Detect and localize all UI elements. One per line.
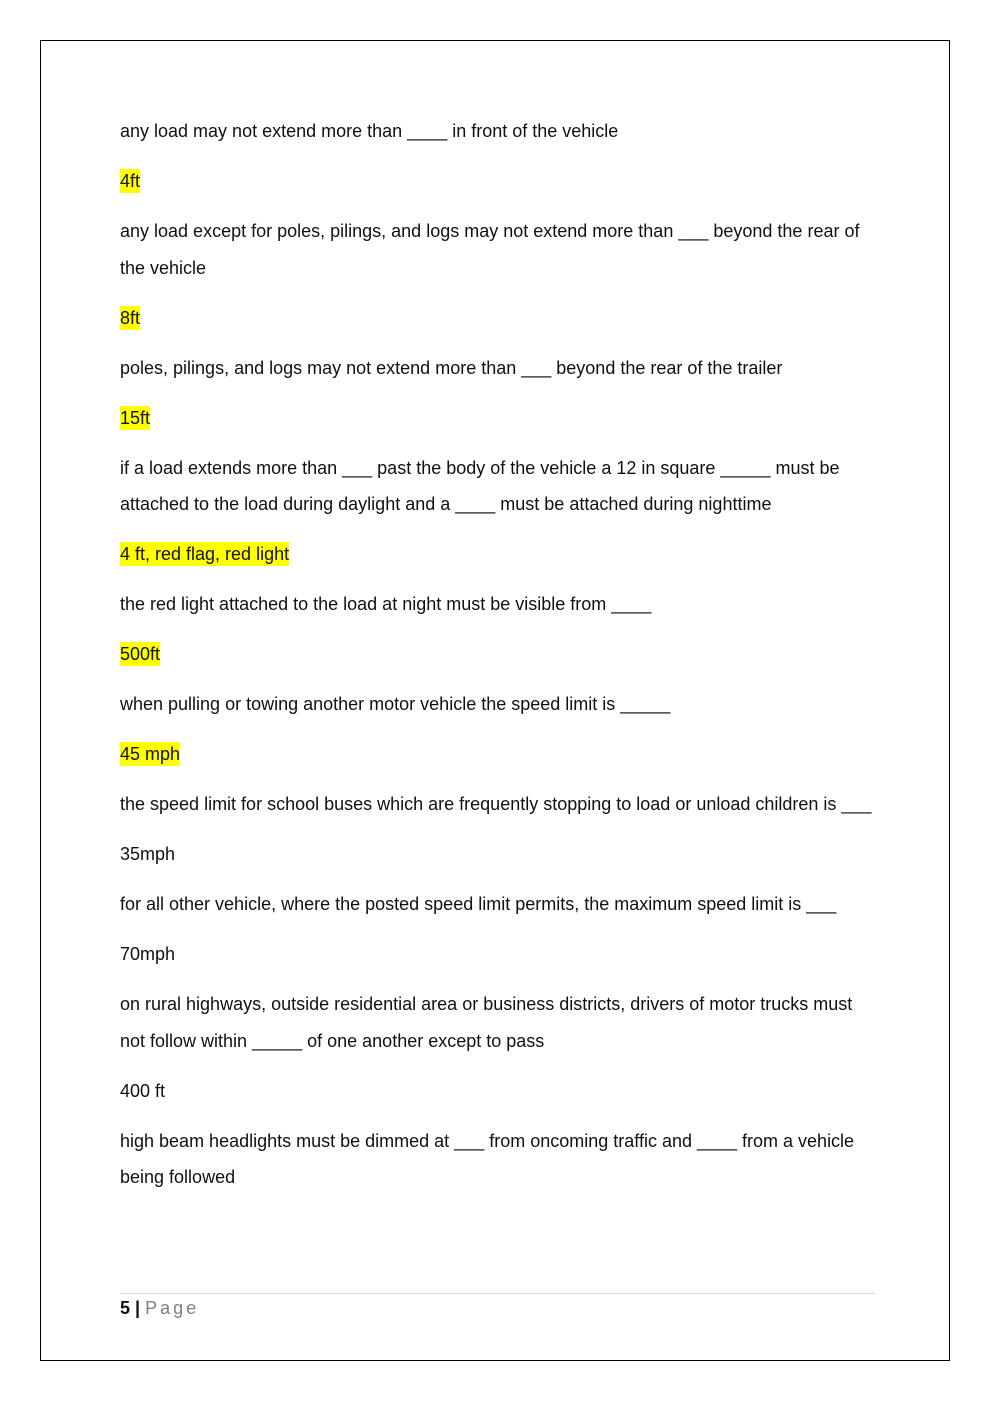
question-9: on rural highways, outside residential area or business districts, drivers of motor trucks must not follow within _____ of one another except to pass (120, 994, 853, 1051)
page-label: Page (145, 1298, 200, 1318)
answer-2 (120, 300, 875, 337)
question-8: for all other vehicle, where the posted speed limit permits, the maximum speed limit is ___ (120, 894, 837, 914)
question-7: the speed limit for school buses which are frequently stopping to load or unload children is ___ (120, 794, 872, 814)
page-footer (120, 1297, 199, 1319)
question-6: when pulling or towing another motor vehicle the speed limit is _____ (120, 694, 671, 714)
answer-5 (120, 636, 875, 673)
answer-4 (120, 536, 875, 573)
answer-8: 70mph (120, 944, 176, 964)
answer-highlight: 45 mph (120, 744, 181, 764)
footer-separator: | (135, 1298, 141, 1318)
answer-highlight: 4ft (120, 171, 141, 191)
page-number: 5 (120, 1298, 131, 1318)
answer-highlight: 15ft (120, 407, 151, 428)
question-3: poles, pilings, and logs may not extend more than ___ beyond the rear of the trailer (120, 357, 783, 378)
question-2: any load except for poles, pilings, and logs may not extend more than ___ beyond the rear of the vehicle (120, 221, 860, 278)
answer-6 (120, 736, 875, 773)
answer-highlight: 8ft (120, 307, 141, 328)
answer-highlight: 500ft (120, 644, 161, 664)
answer-1 (120, 163, 875, 200)
answer-3 (120, 400, 875, 437)
question-4: if a load extends more than ___ past the body of the vehicle a 12 in square _____ must be attached to the load during daylight and a ____ must be attached during nighttime (120, 457, 840, 514)
question-1: any load may not extend more than ____ in front of the vehicle (120, 121, 619, 141)
question-5: the red light attached to the load at night must be visible from ____ (120, 594, 652, 614)
footer-divider (120, 1293, 875, 1294)
answer-7: 35mph (120, 844, 176, 864)
document-body (120, 113, 875, 1209)
question-10: high beam headlights must be dimmed at ___ from oncoming traffic and ____ from a vehicle being followed (120, 1130, 855, 1187)
answer-9: 400 ft (120, 1080, 166, 1101)
answer-highlight: 4 ft, red flag, red light (120, 544, 290, 564)
